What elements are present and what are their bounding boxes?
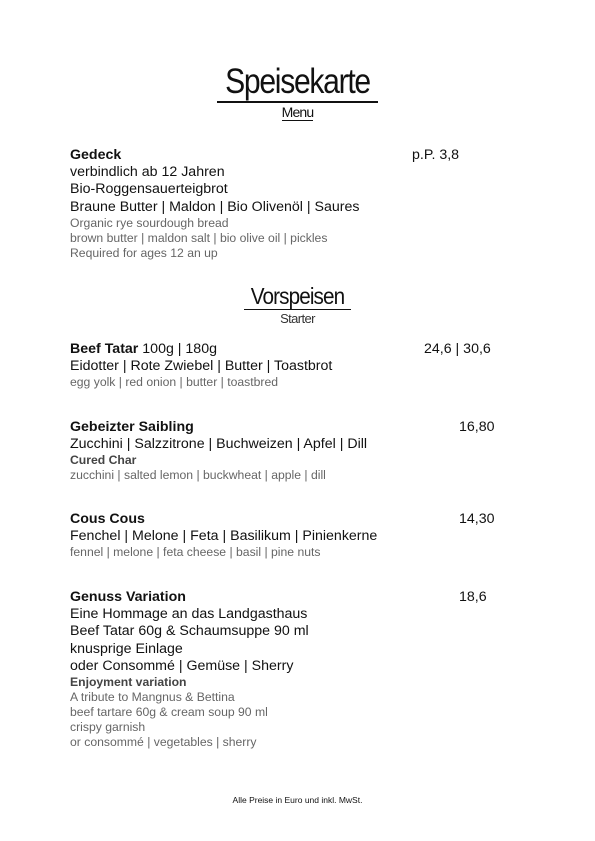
item-name: Gedeck	[70, 147, 122, 163]
item-price: p.P. 3,8	[412, 147, 460, 163]
item-en-line: brown butter | maldon salt | bio olive oil | pickles	[70, 230, 328, 245]
page-subtitle-text: Menu	[281, 104, 314, 120]
section-title: Vorspeisen	[250, 283, 345, 309]
item-name: Beef Tatar	[70, 341, 139, 357]
menu-item	[70, 419, 510, 483]
menu-item	[70, 511, 510, 560]
section-subtitle: Starter	[280, 311, 315, 326]
price-footnote: Alle Preise in Euro und inkl. MwSt.	[232, 795, 363, 805]
item-price: 18,6	[459, 589, 487, 605]
item-en-line: beef tartare 60g & cream soup 90 ml	[70, 705, 268, 720]
title-underline	[217, 101, 378, 103]
item-en-line: or consommé | vegetables | sherry	[70, 735, 257, 750]
item-line: Bio-Roggensauerteigbrot	[70, 181, 228, 198]
item-line: Zucchini | Salzzitrone | Buchweizen | Apfel | Dill	[70, 436, 368, 453]
item-en-title: Cured Char	[70, 453, 137, 468]
item-en-line: crispy garnish	[70, 720, 146, 735]
menu-item	[70, 589, 510, 750]
item-price: 14,30	[459, 511, 495, 527]
item-price: 24,6 | 30,6	[424, 341, 491, 357]
item-name: Gebeizter Saibling	[70, 419, 194, 435]
item-line: oder Consommé | Gemüse | Sherry	[70, 657, 294, 674]
item-en-line: A tribute to Mangnus & Bettina	[70, 690, 235, 705]
page-title: Speisekarte	[225, 62, 370, 101]
item-name: Genuss Variation	[70, 589, 186, 605]
item-line: verbindlich ab 12 Jahren	[70, 164, 225, 181]
item-line: knusprige Einlage	[70, 640, 183, 657]
item-en-title: Enjoyment variation	[70, 675, 187, 690]
item-en-line: fennel | melone | feta cheese | basil | pine nuts	[70, 545, 321, 560]
item-line: Braune Butter | Maldon | Bio Olivenöl | Saures	[70, 198, 360, 215]
item-en-line: Organic rye sourdough bread	[70, 215, 229, 230]
item-line: Fenchel | Melone | Feta | Basilikum | Pinienkerne	[70, 528, 378, 545]
item-price: 16,80	[459, 419, 495, 435]
item-en-line: Required for ages 12 an up	[70, 245, 218, 260]
item-name: Cous Cous	[70, 511, 145, 527]
item-line: Beef Tatar 60g & Schaumsuppe 90 ml	[70, 623, 309, 640]
item-en-line: zucchini | salted lemon | buckwheat | apple | dill	[70, 468, 326, 483]
item-line: Eidotter | Rote Zwiebel | Butter | Toastbrot	[70, 358, 333, 375]
page-subtitle	[0, 104, 595, 120]
item-en-line: egg yolk | red onion | butter | toastbred	[70, 375, 279, 390]
item-line: Eine Hommage an das Landgasthaus	[70, 606, 308, 623]
item-name-suffix: 100g | 180g	[138, 341, 217, 357]
